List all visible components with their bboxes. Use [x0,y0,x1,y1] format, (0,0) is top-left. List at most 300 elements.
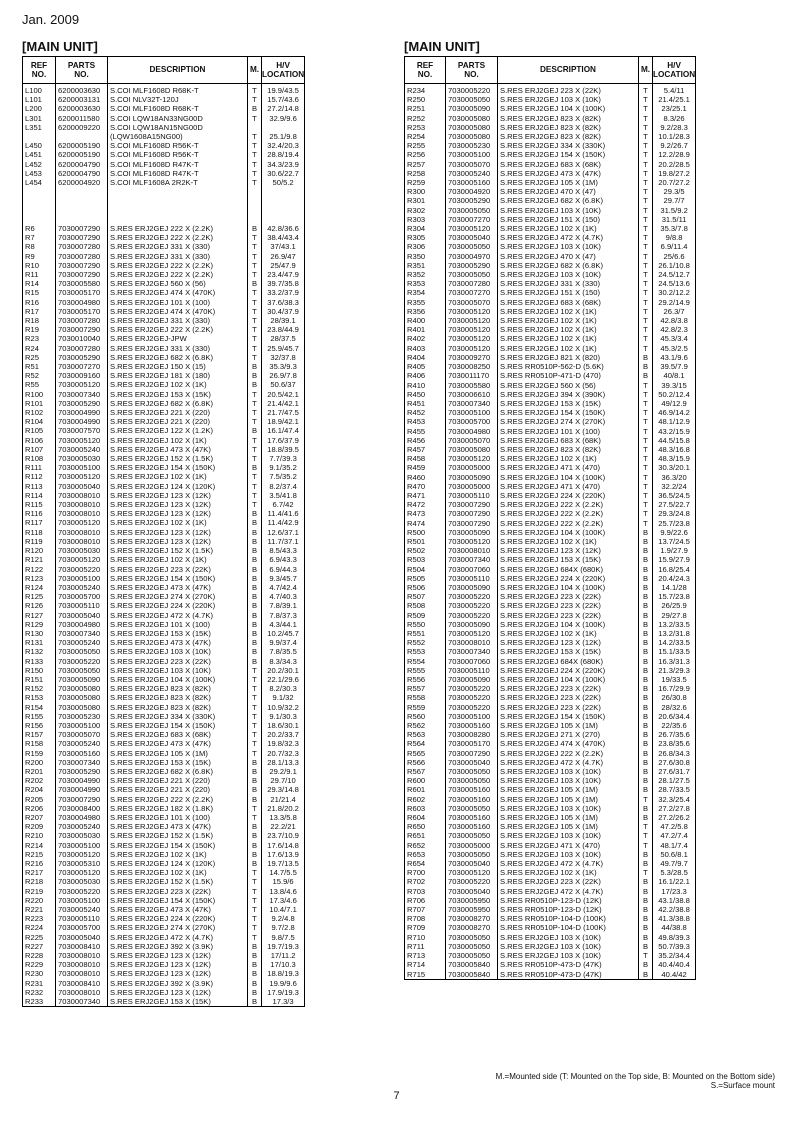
parts-no-cell: 7030008280 [446,730,498,739]
parts-no-cell: 7030005040 [446,887,498,896]
mounted-side-cell: T [639,307,653,316]
description-cell: S.RES ERJ2GEJ 103 X (10K) [108,647,248,656]
location-cell: 28/32.6 [653,703,696,712]
table-row [405,638,696,647]
col-parts: PARTS NO. [56,57,108,84]
mounted-side-cell: T [639,381,653,390]
parts-no-cell: 7030004990 [56,408,108,417]
location-cell: 39.7/35.8 [262,279,305,288]
mounted-side-cell [248,123,262,132]
ref-cell: R301 [405,196,446,205]
table-row [405,822,696,831]
table-row [23,739,305,748]
table-row [405,914,696,923]
parts-no-cell: 7030004980 [56,813,108,822]
parts-no-cell: 7030007280 [56,252,108,261]
location-cell: 48.1/12.9 [653,417,696,426]
ref-cell: R209 [23,822,56,831]
ref-cell: R508 [405,601,446,610]
parts-no-cell: 7030005090 [446,620,498,629]
table-row [23,877,305,886]
parts-no-cell: 6200005190 [56,150,108,159]
mounted-side-cell: T [248,693,262,702]
location-cell: 26.8/34.3 [653,749,696,758]
location-cell: 50.6/8.1 [653,850,696,859]
parts-no-cell: 7030004980 [56,620,108,629]
description-cell: S.RES ERJ2GEJ 124 X (120K) [108,859,248,868]
mounted-side-cell: B [248,822,262,831]
mounted-side-cell: T [248,905,262,914]
col-location: H/V LOCATION [653,57,696,84]
mounted-side-cell: B [639,629,653,638]
parts-no-cell: 6200011580 [56,114,108,123]
ref-cell: L200 [23,104,56,113]
location-cell: 10.1/28.3 [653,132,696,141]
table-row [23,951,305,960]
ref-cell: R553 [405,647,446,656]
location-cell: 47.2/5.8 [653,822,696,831]
description-cell: S.RES ERJ2GEJ 472 X (4.7K) [498,233,639,242]
description-cell: S.RES ERJ2GEJ 152 X (1.5K) [108,546,248,555]
mounted-side-cell: B [248,795,262,804]
description-cell: S.RES ERJ2GEJ 103 X (10K) [498,95,639,104]
mounted-side-cell: T [248,933,262,942]
location-cell: 30.3/20.1 [653,463,696,472]
ref-cell: R202 [23,776,56,785]
description-cell: S.RES ERJ2GEJ 684X (680K) [498,565,639,574]
description-cell: S.RES ERJ2GEJ 153 X (15K) [108,997,248,1007]
location-cell: 9.8/7.5 [262,933,305,942]
table-row [23,242,305,251]
table-row [23,657,305,666]
ref-cell: R112 [23,472,56,481]
parts-no-cell: 7030005080 [56,684,108,693]
parts-no-cell: 6200009220 [56,123,108,132]
table-row [405,169,696,178]
mounted-side-cell: B [248,776,262,785]
parts-no-cell: 7030005070 [446,436,498,445]
parts-no-cell: 6200003630 [56,104,108,113]
location-cell: 26.9/47 [262,252,305,261]
parts-no-cell: 7030005090 [56,675,108,684]
mounted-side-cell: T [248,261,262,270]
mounted-side-cell: T [248,721,262,730]
parts-no-cell: 7030005120 [446,316,498,325]
parts-no-cell: 7030005100 [56,896,108,905]
description-cell: S.RES ERJ2GEJ 123 X (12K) [498,546,639,555]
description-cell: S.RES ERJ2GEJ 223 X (22K) [498,703,639,712]
mounted-side-cell: T [248,684,262,693]
table-row [405,675,696,684]
location-cell: 8.2/37.4 [262,482,305,491]
table-row [405,601,696,610]
location-cell: 41.3/38.8 [653,914,696,923]
mounted-side-cell: B [248,997,262,1007]
ref-cell: R120 [23,546,56,555]
description-cell: S.RES ERJ2GEJ 334 X (330K) [498,141,639,150]
ref-cell: R106 [23,436,56,445]
description-cell: S.RES ERJ2GEJ 102 X (1K) [498,868,639,877]
description-cell: S.RES ERJ2GEJ 104 X (100K) [498,528,639,537]
parts-no-cell: 7030005050 [446,831,498,840]
parts-no-cell: 7030004970 [446,252,498,261]
location-cell: 13.8/4.6 [262,887,305,896]
description-cell: S.RES ERJ2GEJ 123 X (12K) [108,537,248,546]
mounted-side-cell: B [248,509,262,518]
table-row [23,334,305,343]
parts-no-cell: 7030005100 [56,841,108,850]
mounted-side-cell: B [639,914,653,923]
location-cell: 16.1/47.4 [262,426,305,435]
parts-no-cell: 7030005040 [446,859,498,868]
location-cell: 13.7/24.5 [653,537,696,546]
parts-no-cell: 7030005700 [56,923,108,932]
table-row [405,565,696,574]
mounted-side-cell: B [248,988,262,997]
description-cell: S.RES ERJ2GEJ 154 X (150K) [498,150,639,159]
description-cell: S.RES RR0510P-473-D (47K) [498,960,639,969]
table-row [23,454,305,463]
table-row [405,739,696,748]
parts-no-cell: 7030007280 [446,279,498,288]
ref-cell: R702 [405,877,446,886]
description-cell: S.RES ERJ2GEJ 104 X (100K) [498,620,639,629]
table-row [23,979,305,988]
parts-no-cell: 7030005120 [56,868,108,877]
mounted-side-cell: B [639,813,653,822]
parts-no-cell: 7030008010 [446,638,498,647]
mounted-side-cell: B [248,657,262,666]
ref-cell: R111 [23,463,56,472]
description-cell: S.RES ERJ2GEJ 271 X (270) [498,730,639,739]
parts-no-cell: 7030005120 [446,344,498,353]
table-row [23,325,305,334]
parts-no-cell: 7030005240 [56,905,108,914]
parts-no-cell: 7030005120 [446,325,498,334]
description-cell: S.RES ERJ2GEJ 102 X (1K) [498,334,639,343]
mounted-side-cell: T [639,841,653,850]
location-cell: 4.7/42.4 [262,583,305,592]
ref-cell: R713 [405,951,446,960]
mounted-side-cell: B [248,850,262,859]
description-cell: S.RES ERJ2GEJ 471 X (470) [498,463,639,472]
parts-no-cell: 7030005580 [446,381,498,390]
parts-no-cell: 7030008010 [56,491,108,500]
mounted-side-cell: T [639,436,653,445]
mounted-side-cell: T [639,187,653,196]
ref-cell: R102 [23,408,56,417]
location-cell: 19.7/19.3 [262,942,305,951]
mounted-side-cell: B [248,279,262,288]
ref-cell: L100 [23,84,56,96]
parts-no-cell: 7030005120 [446,629,498,638]
mounted-side-cell: T [248,288,262,297]
parts-no-cell: 7030007270 [446,215,498,224]
location-cell: 30.4/37.9 [262,307,305,316]
mounted-side-cell: B [248,528,262,537]
description-cell: S.COI MLF1608D R68K-T [108,84,248,96]
description-cell: S.RES ERJ2GEJ 102 X (1K) [108,555,248,564]
ref-cell: R356 [405,307,446,316]
ref-cell: R300 [405,187,446,196]
mounted-side-cell: T [639,868,653,877]
ref-cell: R473 [405,509,446,518]
parts-no-cell: 7030008010 [56,960,108,969]
table-row [23,933,305,942]
location-cell: 17/11.2 [262,951,305,960]
ref-cell: R250 [405,95,446,104]
mounted-side-cell: T [248,813,262,822]
ref-cell: R157 [23,730,56,739]
ref-cell: R653 [405,850,446,859]
table-row [405,334,696,343]
mounted-side-cell: T [639,519,653,528]
col-mounted-side: M. [639,57,653,84]
description-cell: S.RES ERJ2GEJ 105 X (1M) [498,822,639,831]
location-cell: 40.4/40.4 [653,960,696,969]
table-row [405,868,696,877]
ref-cell: R200 [23,758,56,767]
table-row [23,574,305,583]
parts-no-cell: 7030005220 [446,684,498,693]
ref-cell: R123 [23,574,56,583]
description-cell: S.RES ERJ2GEJ 102 X (1K) [498,307,639,316]
description-cell: S.COI LQW18AN15NG00D [108,123,248,132]
table-row [405,574,696,583]
table-row [23,583,305,592]
mounted-side-cell: B [639,555,653,564]
ref-cell: R708 [405,914,446,923]
description-cell: S.RES ERJ2GEJ 151 X (150) [498,288,639,297]
parts-no-cell: 6200004790 [56,160,108,169]
ref-cell: R231 [23,979,56,988]
ref-cell: R504 [405,565,446,574]
parts-no-cell: 7030005220 [56,657,108,666]
description-cell: S.RES ERJ2GEJ 101 X (100) [498,427,639,436]
table-row [405,463,696,472]
mounted-side-cell: B [639,638,653,647]
parts-no-cell: 7030005080 [446,445,498,454]
description-cell: S.RES RR0510P-104-D (100K) [498,914,639,923]
parts-no-cell: 7030005110 [446,491,498,500]
ref-cell: R507 [405,592,446,601]
table-row [405,381,696,390]
table-row [405,859,696,868]
ref-cell: R700 [405,868,446,877]
description-cell: S.RES RR0510P-473-D (47K) [498,970,639,980]
location-cell: 47.2/7.4 [653,831,696,840]
description-cell: S.COI MLF1608D R47K-T [108,169,248,178]
description-cell: S.RES ERJ2GEJ 105 X (1M) [498,795,639,804]
parts-no-cell: 7030005240 [56,739,108,748]
location-cell: 12.2/28.9 [653,150,696,159]
description-cell: S.RES ERJ2GEJ 474 X (470K) [108,288,248,297]
parts-no-cell: 7030005950 [446,896,498,905]
parts-no-cell: 7030005100 [56,574,108,583]
description-cell: S.RES ERJ2GEJ 471 X (470) [498,841,639,850]
parts-no-cell: 7030005050 [446,95,498,104]
description-cell [108,206,248,215]
location-cell: 36.3/20 [653,473,696,482]
col-mounted-side: M. [248,57,262,84]
table-row [23,482,305,491]
location-cell: 30.2/12.2 [653,288,696,297]
mounted-side-cell: T [639,822,653,831]
mounted-side-cell: T [248,233,262,242]
mounted-side-cell: T [639,233,653,242]
table-row [405,500,696,509]
parts-no-cell: 7030008010 [446,546,498,555]
location-cell: 29.7/10 [262,776,305,785]
parts-no-cell: 7030005170 [56,307,108,316]
parts-no-cell: 7030005120 [56,380,108,389]
ref-cell: R232 [23,988,56,997]
location-cell: 10.9/32.2 [262,703,305,712]
location-cell: 45.3/2.5 [653,344,696,353]
mounted-side-cell: T [248,178,262,187]
description-cell: S.RES ERJ2GEJ 274 X (270K) [108,923,248,932]
parts-no-cell: 7030005050 [446,270,498,279]
description-cell: S.RES ERJ2GEJ 472 X (4.7K) [108,611,248,620]
ref-cell: R130 [23,629,56,638]
table-row [23,380,305,389]
parts-no-cell: 7030005050 [446,776,498,785]
location-cell: 32/37.8 [262,353,305,362]
description-cell: S.RES ERJ2GEJ 152 X (1.5K) [108,877,248,886]
ref-cell: R17 [23,307,56,316]
location-cell [262,187,305,196]
parts-no-cell: 7030005090 [446,104,498,113]
ref-cell: R108 [23,454,56,463]
parts-no-cell: 7030005160 [446,178,498,187]
table-row [405,196,696,205]
location-cell: 50.7/39.3 [653,942,696,951]
description-cell: S.RES ERJ2GEJ 823 X (82K) [498,132,639,141]
parts-no-cell: 7030005100 [56,721,108,730]
mounted-side-cell: B [248,537,262,546]
parts-no-cell: 7030005030 [56,831,108,840]
ref-cell: R126 [23,601,56,610]
description-cell: S.RES ERJ2GEJ 123 X (12K) [108,509,248,518]
description-cell: S.RES ERJ2GEJ 103 X (10K) [498,767,639,776]
ref-cell: R352 [405,270,446,279]
location-cell [262,215,305,224]
ref-cell: R152 [23,684,56,693]
ref-cell: R550 [405,620,446,629]
table-header-row [405,57,696,84]
mounted-side-cell: T [639,454,653,463]
ref-cell: R601 [405,785,446,794]
table-row [23,629,305,638]
table-row [405,758,696,767]
description-cell: S.RES ERJ2GEJ 472 X (4.7K) [108,933,248,942]
parts-no-cell: 7030005220 [446,611,498,620]
table-row [23,288,305,297]
description-cell: S.RES RR0510P-123-D (12K) [498,905,639,914]
description-cell: (LQW1608A15NG00) [108,132,248,141]
mounted-side-cell: T [639,261,653,270]
description-cell: S.RES ERJ2GEJ 334 X (330K) [108,712,248,721]
mounted-side-cell: T [639,795,653,804]
mounted-side-cell: T [639,178,653,187]
location-cell: 18.8/39.5 [262,445,305,454]
location-cell: 17.9/19.3 [262,988,305,997]
description-cell: S.RES ERJ2GEJ 103 X (10K) [498,804,639,813]
parts-no-cell: 7030005220 [56,565,108,574]
description-cell: S.RES ERJ2GEJ 684X (680K) [498,657,639,666]
description-cell: S.RES ERJ2GEJ 104 X (100K) [498,104,639,113]
table-row [405,877,696,886]
mounted-side-cell: B [639,565,653,574]
ref-cell: R219 [23,887,56,896]
mounted-side-cell: T [248,739,262,748]
parts-no-cell: 7030007290 [446,519,498,528]
parts-no-cell: 7030007290 [56,261,108,270]
ref-cell: R52 [23,371,56,380]
mounted-side-cell: T [248,749,262,758]
table-row [405,270,696,279]
location-cell: 8.3/26 [653,114,696,123]
ref-cell: R150 [23,666,56,675]
location-cell: 20.5/42.1 [262,390,305,399]
mounted-side-cell: B [639,528,653,537]
ref-cell: R460 [405,473,446,482]
parts-no-cell: 7030005080 [56,693,108,702]
ref-cell: R131 [23,638,56,647]
table-row [23,196,305,205]
table-row [23,914,305,923]
ref-cell: R252 [405,114,446,123]
mounted-side-cell: B [639,666,653,675]
location-cell: 46.9/14.2 [653,408,696,417]
description-cell: S.RES ERJ2GEJ 124 X (120K) [108,482,248,491]
location-cell: 16.7/29.9 [653,684,696,693]
table-row [405,519,696,528]
description-cell: S.RES ERJ2GEJ 102 X (1K) [108,436,248,445]
mounted-side-cell [248,187,262,196]
parts-no-cell: 7030007290 [446,749,498,758]
table-row [23,942,305,951]
location-cell: 28/37.5 [262,334,305,343]
parts-no-cell: 7030005160 [446,795,498,804]
ref-cell: R405 [405,362,446,371]
description-cell: S.RES ERJ2GEJ 473 X (47K) [108,739,248,748]
table-row [405,436,696,445]
ref-cell: R306 [405,242,446,251]
mounted-side-cell: T [639,196,653,205]
table-row [405,298,696,307]
parts-no-cell: 7030005030 [56,546,108,555]
location-cell: 32.3/25.4 [653,795,696,804]
ref-cell [23,196,56,205]
description-cell: S.RES ERJ2GEJ 221 X (220) [108,776,248,785]
location-cell: 12.6/37.1 [262,528,305,537]
parts-no-cell [56,187,108,196]
parts-no-cell: 7030005240 [56,822,108,831]
ref-cell: R456 [405,436,446,445]
mounted-side-cell: T [639,252,653,261]
parts-no-cell [56,215,108,224]
table-row [23,813,305,822]
description-cell: S.RES ERJ2GEJ 222 X (2.2K) [108,325,248,334]
parts-no-cell: 7030005050 [56,666,108,675]
location-cell: 50.2/12.4 [653,390,696,399]
ref-cell: R552 [405,638,446,647]
ref-cell: R563 [405,730,446,739]
mounted-side-cell: T [248,454,262,463]
table-row [405,288,696,297]
parts-no-cell: 7030007340 [56,390,108,399]
